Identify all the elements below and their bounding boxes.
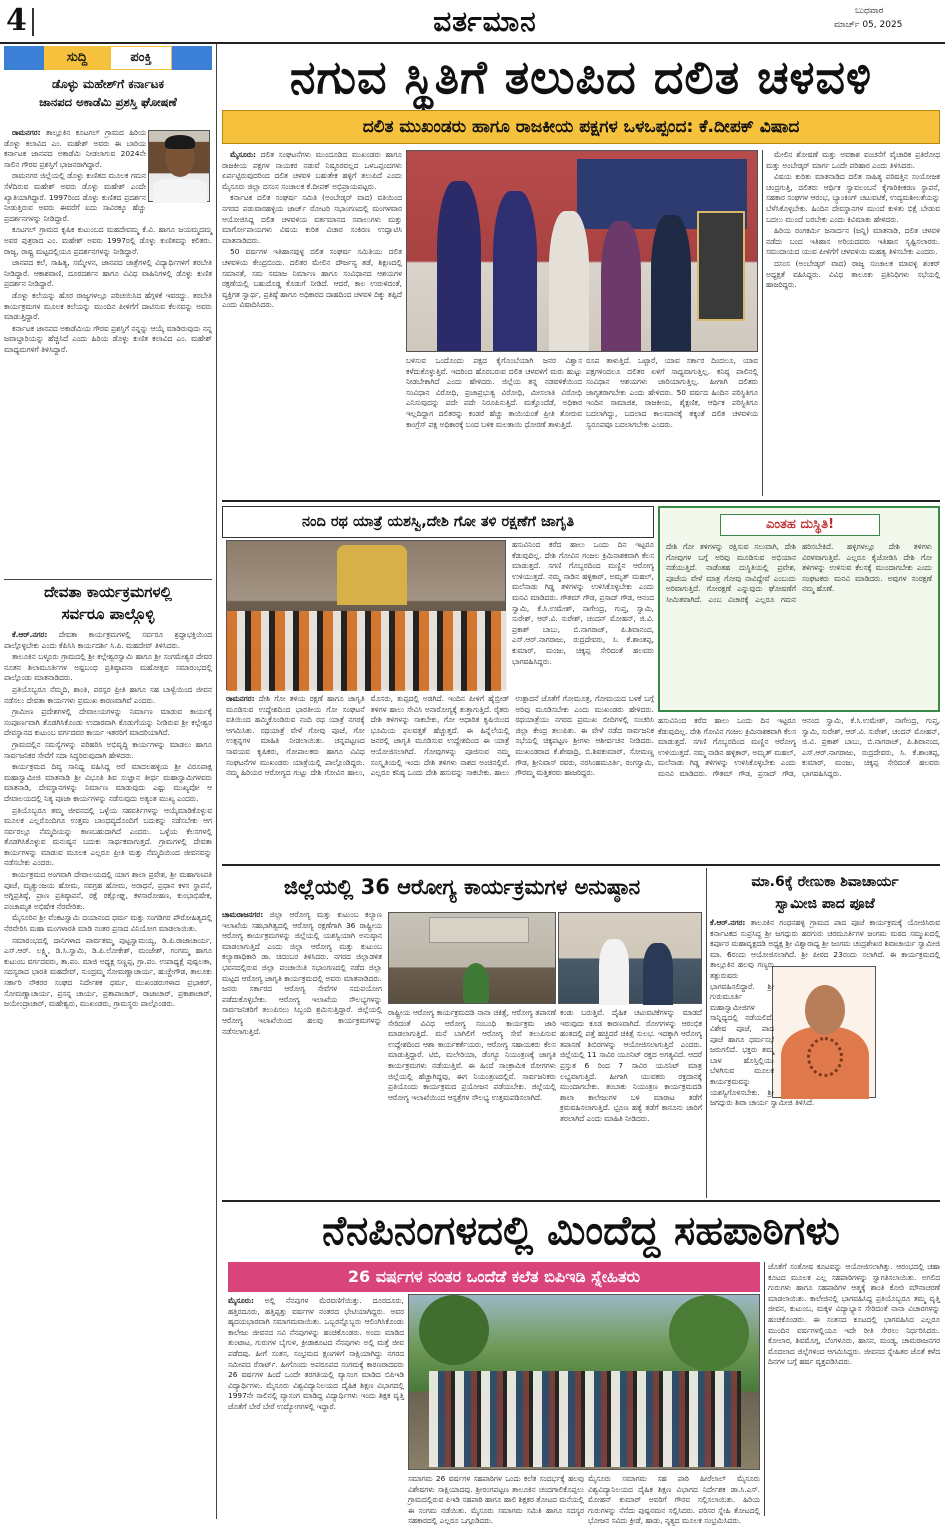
health-bottom-rule [222,1200,940,1202]
nandi-top-right [512,540,654,690]
nandi-body [226,694,654,860]
story2-para: ದೇವತಾ ಕಾರ್ಯಕ್ರಮಗಳಲ್ಲಿ ಸರ್ವರೂ ಶ್ರದ್ಧಾಭಕ್ತಿಯಿಂದ ಪಾಲ್ಗೊಳ್ಳಬೇಕು ಎಂದು ಕೆಪಿಸಿಸಿ ಕಾರ್ಯದರ್ಶಿ ಸಿ.ಪಿ. ಮಹದೇವ್ ತಿಳಿಸಿದರು. [4,630,212,650]
story1-para: ರಾಮನಗರ ಜಿಲ್ಲೆಯಲ್ಲಿ ಡೊಳ್ಳು ಕುಣಿತದ ಮೂಲಕ ಗಮನ ಸೆಳೆದಿರುವ ಮಹೇಶ್ ಅವರು ಡೊಳ್ಳು ಮಹೇಶ್ ಎಂದೇ ಖ್ಯಾತಿಯಾಗಿದ್ದಾರೆ. 1997ರಿಂದ ಡೊಳ್ಳು ಕುಣಿತದ ಪ್ರದರ್ಶನ ನೀಡುತ್ತಿರುವ ಅವರು ಈವರೆಗೆ ಐದು ಸಾವಿರಕ್ಕೂ ಹೆಚ್ಚು ಪ್ರದರ್ಶನಗಳನ್ನು ನೀಡಿದ್ದಾರೆ. [4,171,146,223]
lead-para: 50 ವರ್ಷಗಳ ಇತಿಹಾಸವುಳ್ಳ ದಲಿತ ಸಂಘರ್ಷ ಸಮಿತಿಯು ದಲಿತ ಚಳವಳಿಯ ಕೇಂದ್ರಬಿಂದು. ದಲಿತರ ಮೇಲಿನ ದೌರ್ಜನ್ಯ ತಡೆ, ಶಿಕ್ಷಣದಲ್ಲಿ ಸಮಾನತೆ, ಸಮ ಸಮಾಜ ನಿರ್ಮಾಣ ಹಾಗೂ ಸಂವಿಧಾನದ ಆಶಯಗಳ ರಕ್ಷಣೆಯಲ್ಲಿ ಬಹುದೊಡ್ಡ ಕೊಡುಗೆ ನೀಡಿದೆ. ಆದರೆ, ಕಾಲ ಉರುಳಿದಂತೆ, ವ್ಯಕ್ತಿಗತ ಸ್ವಾರ್ಥ, ಪ್ರತಿಷ್ಠೆ ಹಾಗೂ ಅಧಿಕಾರದ ದಾಹದಿಂದ ಚಳವಳಿ ದಿಕ್ಕು ತಪ್ಪಿದೆ ಎಂದು ವಿಷಾದಿಸಿದರು. [222,247,402,310]
story1-body [4,128,212,578]
classmates-subheadline: 26 ವರ್ಷಗಳ ನಂತರ ಒಂದೆಡೆ ಕಲೆತ ಬಿಪಿಇಡಿ ಸ್ನೇಹಿತರು [228,1262,760,1292]
story2-para: ಮೈಸೂರಿನ ಶ್ರೀ ವೆಂಕಟಸ್ವಾಮಿ ದಯಾನಂದ ಧರ್ಮ ಮತ್ತು ಸಂಗಡಿಗರ ಪೌರೋಹಿತ್ಯದಲ್ಲಿ ನೆರವೇರಿಸಿ ಮಹಾ ಮಂಗಳಾರತಿ ಮಾಡಿ ನಂತರ ಪ್ರಸಾದ ವಿನಿಯೋಗ ಮಾಡಲಾಯಿತು. [4,913,212,934]
renuka-text: ತಾಲೂಕಿನ ಗಂಧನಹಳ್ಳಿ ಗ್ರಾಮದ ಪಾದ ಪೂಜೆ ಕಾರ್ಯಕ್ರಮಕ್ಕೆ ಯೋಜಿಸಿರುವ ಕರ್ನಾಟಕದ ಸುಪ್ರಸಿದ್ಧ ಶ್ರೀ ಜಗದ್ಗುರು ಹರಗುರು ಚರಮೂರ್ತಿಗಳ ಜಂಗಮ ಮಠದ ಸಮ್ಮುಖದಲ್ಲಿ ಕರ್ಪೂರ ಮಹಾವೃಕ್ಷದಡಿ ಅಧ್ಯಕ್ಷ ಶ್ರೀ ವಿಶ್ವಾರಾಧ್ಯ ಶ್ರೀ ಜಂಗಮ ಚಂದ್ರಶೇಖರ ಶಿವಾಚಾರ್ಯ ಸ್ವಾಮೀಜಿ ಮಾ. 6ರಂದು ಆಯೋಜಿಸಲಾಗಿದೆ. ಶ್ರೀ ಪೀಠದ 23ರಂದು ಸಲಾಗಿದೆ. ಈ ಕಾರ್ಯಕ್ರಮದಲ್ಲಿ ತಾಲ್ಲೂಕಿನ ಹಲವು ಗಣ್ಯರು ತತ್ಪುರುಷರು ಭಾಗವಹಿಸಲಿದ್ದಾರೆ. ಶ್ರೀ ಗುರುಮೂರ್ತಿ ಮಹಾಸ್ವಾಮೀಜಿಗಳ ಸಾನ್ನಿಧ್ಯದಲ್ಲಿ ನಡೆಯಲಿದೆ. ವಿಶೇಷ ಪೂಜೆ, ಪಾದ ಪೂಜೆ ಹಾಗೂ ಧರ್ಮಸಭೆ ಜರುಗಲಿದೆ. ಭಕ್ತರು ತಮ್ಮ ಬಾಳ ಹೊಸ್ತಿಲ್ಲಿಯು ಬೆಳಗಿಸುವ ಮೂಲಕ ಕಾರ್ಯಕ್ರಮವನ್ನು ಯಶಸ್ವಿಗೊಳಿಸಬೇಕು. ಶ್ರೀ ಜಗದ್ಗುರು ಶಿವಾ ಚಾರ್ಯ ಸ್ವಾಮೀಜಿ ತಿಳಿಸಿದೆ. [710,918,940,1108]
lead-dateline: ಮೈಸೂರು: [230,150,256,159]
lead-photo-person [601,221,641,351]
classmates-headline: ನೆನಪಿನಂಗಳದಲ್ಲಿ ಮಿಂದೆದ್ದ ಸಹಪಾಠಿಗಳು [322,1208,840,1254]
health-text: ಜಿಲ್ಲಾ ಆರೋಗ್ಯ ಮತ್ತು ಕುಟುಂಬ ಕಲ್ಯಾಣ ಇಲಾಖೆಯ ಸಹಭಾಗಿತ್ವದಲ್ಲಿ ಆರೋಗ್ಯ ರಕ್ಷಣೆಗಾಗಿ 36 ರಾಷ್ಟ್ರೀಯ ಆರೋಗ್ಯ ಕಾರ್ಯಕ್ರಮಗಳನ್ನು ಜಿಲ್ಲೆಯಲ್ಲಿ ಯಶಸ್ವಿಯಾಗಿ ಅನುಷ್ಠಾನ ಮಾಡಲಾಗುತ್ತಿದೆ ಎಂದು ಜಿಲ್ಲಾ ಆರೋಗ್ಯ ಮತ್ತು ಕುಟುಂಬ ಕಲ್ಯಾಣಾಧಿಕಾರಿ ಡಾ. ಚಿದಂಬರ ತಿಳಿಸಿದರು. ನಗರದ ಜಿಲ್ಲಾಡಳಿತ ಭವನದಲ್ಲಿರುವ ಜಿಲ್ಲಾ ಪಂಚಾಯಿತಿ ಸಭಾಂಗಣದಲ್ಲಿ ನಡೆದ ಜಿಲ್ಲಾ ಮಟ್ಟದ ಆರೋಗ್ಯ ಜಾಗೃತಿ ಕಾರ್ಯಕ್ರಮದಲ್ಲಿ ಅವರು ಮಾತನಾಡಿದರು. ಜನರು ಸರ್ಕಾರದ ಆರೋಗ್ಯ ಸೇವೆಗಳ ಸದುಪಯೋಗ ಪಡೆದುಕೊಳ್ಳಬೇಕು. ಆರೋಗ್ಯ ಇಲಾಖೆಯ ಸೌಲಭ್ಯಗಳನ್ನು ಸಾರ್ವಜನಿಕರಿಗೆ ತಲುಪಿಸಲು ಸಿಬ್ಬಂದಿ ಶ್ರಮಿಸುತ್ತಿದ್ದಾರೆ. ಜಿಲ್ಲೆಯಲ್ಲಿ ಆರೋಗ್ಯ ಇಲಾಖೆಯಿಂದ ಹಲವು ಕಾರ್ಯಕ್ರಮಗಳನ್ನು ನಡೆಸಲಾಗುತ್ತಿದೆ. [222,910,382,1036]
lead-para: ಕರ್ನಾಟಕ ದಲಿತ ಸಂಘರ್ಷ ಸಮಿತಿ (ಅಂಬೇಡ್ಕರ್ ವಾದ) ವತಿಯಿಂದ ನಗರದ ಪಡುವಾರಹಳ್ಳಿಯ ಜಾರ್ಜ್ ರೋಟರಿ ಸಭಾಂಗಣದಲ್ಲಿ ಮಂಗಳವಾರ ಆಯೋಜಿಸಿದ್ದ ದಲಿತ ಚಳವಳಿಯ ವರ್ತಮಾನದ ಸವಾಲುಗಳು ಮತ್ತು ಮಾರ್ಗೋಪಾಯಗಳು ವಿಷಯ ಕುರಿತ ವಿಚಾರ ಸಂಕಿರಣ ಉದ್ಘಾಟಿಸಿ ಮಾತನಾಡಿದರು. [222,193,402,245]
lead-para: ದಸಂಸ (ಅಂಬೇಡ್ಕರ್ ವಾದ) ರಾಜ್ಯ ಸಂಚಾಲಕ ಮಾವಳ್ಳಿ ಶಂಕರ್ ಅಧ್ಯಕ್ಷತೆ ವಹಿಸಿದ್ದರು. ವಿವಿಧ ತಾಲೂಕು ಪ್ರತಿನಿಧಿಗಳು ಸಭೆಯಲ್ಲಿ ಹಾಜರಿದ್ದರು. [766,258,940,290]
lead-photo-person [437,181,481,351]
health-col1 [222,910,382,1196]
lead-para: ದಲಿತ ಸಂಘಟನೆಗಳು ಮುಂದೂಡಿದ ಮುಖಂಡರು ಹಾಗೂ ರಾಜಕೀಯ ಪಕ್ಷಗಳ ನಾಯಕರ ನಡುವೆ ನಿಷ್ಠೂರವಲ್ಲದ ಒಳಒಪ್ಪಂದಗಳು ಏರ್ಪಟ್ಟಿರುವುದರಿಂದ ದಲಿತ ಚಳವಳಿ ಬಹುತೇಕ ಹಳ್ಳಿಗೆ ತಲುಪಿದೆ ಎಂದು ಮೈಸೂರು ಜಿಲ್ಲಾ ದಸಂಸ ಸಂಚಾಲಕ ಕೆ.ದೀಪಕ್ ಅಭಿಪ್ರಾಯಪಟ್ಟರು. [222,150,402,191]
classmates-dateline: ಮೈಸೂರು: [228,1296,254,1305]
classmates-photo-group [429,1371,741,1467]
lead-para: ವಿಷಯ ಕುರಿತು ಮಾತನಾಡಿದ ದಲಿತ ಸಾಹಿತ್ಯ ಪರಿಷತ್ತಿನ ಸಂಯೋಜಕ ಚಂದ್ರಗುತ್ತಿ, ದಲಿತರು ಆರ್ಥಿಕ ಸ್ವಾವಲಂಬನೆ ಕೈಗಾರಿಕೀಕರಣ ಸ್ಥಾಪನೆ, ಸಹಕಾರ ಸಂಘಗಳ ಆರಂಭ, ಬ್ಯಾಂಕಿಂಗ್ ಚಟುವಟಿಕೆ, ಉದ್ಯಮಶೀಲತೆಯನ್ನು ಬೆಳೆಸಿಕೊಳ್ಳಬೇಕು. ಹಿಂದಿನ ದೇವಸ್ಥಾನಗಳ ಮುಂದೆ ಕುಳಿತು ಭಿಕ್ಷೆ ಬೇಡುವ ಬದಲು ಮುಂದೆ ಬರಬೇಕು ಎಂದು ಕಿವಿಮಾತು ಹೇಳಿದರು. [766,172,940,224]
story1-para: ಕೂಟಗಲ್ ಗ್ರಾಮದ ಕೃಷಿಕ ಕುಟುಂಬದ ಮಹದೇವಮ್ಮ ಕೆ.ವಿ. ಹಾಗೂ ಜಯಮ್ಮದಮ್ಮ ಅವರ ಪುತ್ರರಾದ ಎಂ. ಮಹೇಶ್ ಅವರು 1997ರಲ್ಲಿ ಡೊಳ್ಳು ಕುಣಿತವನ್ನು ಕಲಿತರು. ರಾಜ್ಯ, ರಾಷ್ಟ್ರ ಮಟ್ಟದಲ್ಲಿಯೂ ಪ್ರದರ್ಶನಗಳನ್ನು ನೀಡಿದ್ದಾರೆ. [4,225,212,256]
nandi-text: ದೇಶಿ ಗೋ ತಳಿಯ ರಕ್ಷಣೆ ಹಾಗೂ ಜಾಗೃತಿ ಮೂಡಿಸುವ ಉದ್ದೇಶದಿಂದ ಭಾರತೀಯ ಗೋ ಸಂಘಟನೆ ವತಿಯಿಂದ ಹಮ್ಮಿಕೊಂಡಿರುವ ನಂದಿ ರಥ ಯಾತ್ರೆ ನಗರಕ್ಕೆ ಆಗಮಿಸಿತು. ರಥಯಾತ್ರೆ ವೇಳೆ ಗೋವು ಪೂಜೆ, ಗೋ ಉತ್ಪನ್ನಗಳ ಮಾಹಿತಿ ನೀಡಲಾಯಿತು. ಚನ್ನಪಟ್ಟಣದ ಸಾವಯವ ಕೃಷಿಕರು, ಗೋಪಾಲಕರು ಹಾಗೂ ವಿವಿಧ ಸಂಘಟನೆಗಳ ಮುಖಂಡರು ಯಾತ್ರೆಯಲ್ಲಿ ಪಾಲ್ಗೊಂಡಿದ್ದರು. ನಮ್ಮ ಹಿರಿಯರ ಆರೋಗ್ಯದ ಗುಟ್ಟು ದೇಶಿ ಗೋವಿನ ಹಾಲು, ಮೊಸರು, ತುಪ್ಪದಲ್ಲಿ ಅಡಗಿದೆ. ಇಂದಿನ ಪೀಳಿಗೆ ಹೈಬ್ರೀಡ್ ತಳಿಗಳ ಹಾಲು ಸೇವಿಸಿ ಅನಾರೋಗ್ಯಕ್ಕೆ ತುತ್ತಾಗುತ್ತಿದೆ. ರೈತರು ದೇಶಿ ತಳಿಗಳನ್ನು ಸಾಕಬೇಕು, ಗೋ ಆಧಾರಿತ ಕೃಷಿಯಿಂದ ಭೂಮಿಯ ಫಲವತ್ತತೆ ಹೆಚ್ಚುತ್ತದೆ. ಈ ಹಿನ್ನೆಲೆಯಲ್ಲಿ ಜನರಲ್ಲಿ ಜಾಗೃತಿ ಮೂಡಿಸುವ ಉದ್ದೇಶದಿಂದ ಈ ಯಾತ್ರೆ ಆಯೋಜಿಸಲಾಗಿದೆ. ಗೋವುಗಳನ್ನು ಪೂಜಿಸುವ ನಮ್ಮ ಸಂಸ್ಕೃತಿಯಲ್ಲಿ ಇಂದು ದೇಶಿ ತಳಿಗಳು ನಾಶದ ಅಂಚಿನಲ್ಲಿವೆ. ಎಲ್ಲರೂ ಕನಿಷ್ಠ ಒಂದು ದೇಶಿ ಹಸುವನ್ನು ಸಾಕಬೇಕು. ಹಾಲು ಉತ್ಪಾದನೆ ಜೊತೆಗೆ ಗೋಮೂತ್ರ, ಗೋಮಯದ ಬಳಕೆ ಬಗ್ಗೆ ಅರಿವು ಮೂಡಿಸಬೇಕು ಎಂದು ಮುಖಂಡರು ಹೇಳಿದರು. ರಥಯಾತ್ರೆಯು ನಗರದ ಪ್ರಮುಖ ಬೀದಿಗಳಲ್ಲಿ ಸಂಚರಿಸಿ ಜಿಲ್ಲಾ ಕೇಂದ್ರ ತಲುಪಿತು. ಈ ವೇಳೆ ನಡೆದ ಸಾರ್ವಜನಿಕ ಸಭೆಯಲ್ಲಿ ಚಿಕ್ಕಪಟ್ಟಣ ಶ್ರೀಗಳು ಆಶೀರ್ವಚನ ನೀಡಿದರು. ಮುಖಂಡರಾದ ಕೆ.ಶೇಷಾದ್ರಿ, ಬಿ.ಶಿವಕುಮಾರ್, ಸೋಮಣ್ಣ ಗೌಡ, ಶ್ರೀನಿವಾಸ್ ರವರು, ನರಸಿಂಹಮೂರ್ತಿ, ರಂಗಸ್ವಾಮಿ, ಗೌರಮ್ಮ ಮತ್ತಿತರರು ಹಾಜರಿದ್ದರು. [226,694,654,778]
story2-headline-line1: ದೇವತಾ ಕಾರ್ಯಕ್ರಮಗಳಲ್ಲಿ [44,583,172,601]
issue-date: ಮಾರ್ಚ್ 05, 2025 [834,20,903,30]
lead-col2: ಬಳಿಸುವ ಒಂದೊಂದು ಪಕ್ಷದ ಕೈಗೊಂಬೆಯಾಗಿ ಜನರ ವಿಶ್ವಾಸ ಕಳೆದುಕೊಳ್ಳುತ್ತಿವೆ. ಇದರಿಂದ ಹೊರಬರುವ ದಲಿತ ಚಳವಳಿಗೆ ಮರು ಹುಟ್ಟು ನೀಡಬೇಕಾಗಿದೆ ಎಂದು ಹೇಳಿದರು. ಜಿಲ್ಲೆಯ ತನ್ನ ನಡವಳಿಕೆಯಿಂದ ಸಂವಿಧಾನ ವಿರೋಧಿ, ಪ್ರಜಾಪ್ರಭುತ್ವ ವಿರೋಧಿ, ಮೀಸಲಾತಿ ವಿರೋಧಿ ಎನಿಸುವುದನ್ನು ಪದೇ ಪದೇ ನಿರೂಪಿಸುತ್ತಿದೆ. ಮತ್ತೊಂದೆಡೆ, ಅಧಿಕಾರ ಇಲ್ಲದಿದ್ದಾಗ ದಲಿತರನ್ನು ಕಂಡರೆ ಹೆಚ್ಚು ತಾಯಿಯಂತೆ ಪ್ರೀತಿ ತೋರುವ ಕಾಂಗ್ರೆಸ್ ಪಕ್ಷ ಅಧಿಕಾರಕ್ಕೆ ಬಂದ ಬಳಿಕ ಮಲತಾಯಿ ಧೋರಣೆ ತಾಳುತ್ತಿದೆ. [406,356,582,429]
nandi-bottom-rule [222,864,940,866]
health-photo-2-person [643,943,673,1005]
classmates-photo-tree [419,1295,489,1365]
story2-para: ಸಮಾರಂಭದಲ್ಲಿ ದಾನಿಗಳಾದ ಪಾರ್ವತಮ್ಮ ಪುಟ್ಟಸ್ವಾಮಯ್ಯ, ಡಿ.ಪಿ.ರಾಜಾಚಾರ್ಯ, ಎಸ್.ಆರ್. ಲಕ್ಷ್ಮಿ, ಡಿ.ಸಿ.ಸ್ವಾಮಿ, ಡಿ.ಪಿ.ಲೋಕೇಶ್, ಮಂಜೇಶ್, ಗಂಗಮ್ಮ ಹಾಗೂ ಕುಟುಂಬ ವರ್ಗದವರು, ತಾ.ಪಂ. ಮಾಜಿ ಅಧ್ಯಕ್ಷ ಸಣ್ಣಪ್ಪ, ಗ್ರಾ.ಪಂ. ಉಪಾಧ್ಯಕ್ಷೆ ಪುಷ್ಪಲತಾ, ಸದಸ್ಯರಾದ ಭಾರತಿ ಮಹದೇವ್, ಸುಂದ್ರಮ್ಮ ಸೋಮಣ್ಣಾಚಾರ್ಯ, ಹುಚ್ಚೇಗೌಡ, ತಾಲೂಕು ಸರ್ಕಾರಿ ನೌಕರರ ಸಂಘದ ನಿರ್ದೇಶಕ ಧರ್ಮ, ಮುಖಂಡರುಗಳಾದ ಪ್ರಭಾಕರ್, ಸೋಮಣ್ಣಾಚಾರ್ಯ, ಪ್ರಸನ್ನ ಚಾರ್ಯ, ಪ್ರತಾಪಾಚಾರ್, ರಾಜಾಚಾರ್, ಪ್ರಕಾಶಾಚಾರ್, ಜಯೇಂದ್ರಾಚಾರ್, ಮಹೇಶ್ವರು, ಮುಖಂಡರು, ಗ್ರಾಮಸ್ಥರು ಪಾಲ್ಗೊಂಡರು. [4,935,212,1009]
classmates-photo [408,1294,760,1470]
renuka-headline-line2: ಸ್ವಾಮೀಜಿ ಪಾದ ಪೂಜೆ [775,896,875,912]
renuka-body [710,918,940,1198]
story1-headline-line2: ಜಾನಪದ ಅಕಾಡೆಮಿ ಪ್ರಶಸ್ತಿ ಘೋಷಣೆ [39,95,177,109]
lead-photo-person [651,215,691,351]
health-photo-2 [558,912,702,1004]
nandi-photo-chariot [337,545,407,605]
nandi-photo [226,540,506,690]
classmates-col2: ಸಮಾಗಮ 26 ವರ್ಷಗಳ ಸಹಪಾಠಿಗಳ ಒಂದು ಕಲೆತ ಸಂದರ್ಭಕ್ಕೆ ಹಲವು ವಿಶೇಷಗಳು ಸಾಕ್ಷಿಯಾದವು. ಶ್ರೀರಂಗಪಟ್ಟಣ ತಾಲೂಕಿನ ಚಂದಗಾಲಿಕೊಪ್ಪಲು ಗ್ರಾಮದಲ್ಲಿರುವ ಪಿಇಡಿ ಸಹಪಾಠಿ ಹಾಗೂ ಹಾಲಿ ಶಿಕ್ಷಕರ ತೋಟದ ಮನೆಯಲ್ಲಿ ಈ ಸಂಗಮ ನಡೆಯಿತು. ಮೈಸೂರು ಸಮಾಗಮ ಸಮಿತಿ ಹಾಗೂ ಸದಸ್ಯರ ಸಹಕಾರದಲ್ಲಿ ಎಲ್ಲರೂ ಒಗ್ಗೂಡಿದರು. [408,1474,584,1526]
health-photo-banner [429,917,529,943]
story2-para: ಪ್ರತಿಯೊಬ್ಬರೂ ತಮ್ಮ ಜೀವನದಲ್ಲಿ ಒಳ್ಳೆಯ ಸಹವರ್ತಿಗಳನ್ನು ಆಯ್ಕೆಮಾಡಿಕೊಳ್ಳುವ ಮೂಲಕ ಎಲ್ಲರೊಂದಿಗೂ ಉತ್ತಮ ಬಾಂಧವ್ಯದೊಂದಿಗೆ ಬದುಕನ್ನು ನಡೆಸಬೇಕು ಆಗ ಸರ್ವರಲ್ಲೂ ನೆಮ್ಮದಿಯನ್ನು ಕಾಣಬಹುದಾಗಿದೆ ಎಂದರು. ಒಳ್ಳೆಯ ಕೆಲಸಗಳಲ್ಲಿ ತೊಡಗಿಸಿಕೊಳ್ಳುವ ಮನುಷ್ಯನ ಬದುಕು ಸಾರ್ಥಕವಾಗುತ್ತದೆ. ಗ್ರಾಮಗಳಲ್ಲಿ ದೇವತಾ ಕಾರ್ಯಗಳನ್ನು ಮಾಡುವ ಮೂಲಕ ಎಲ್ಲರೂ ಪ್ರೀತಿ ಮತ್ತು ನೆಮ್ಮದಿಯಿಂದ ಜೀವನವನ್ನು ನಡೆಸಬೇಕು ಎಂದರು. [4,805,212,868]
renuka-dateline: ಕೆ.ಆರ್.ನಗರ: [710,918,746,927]
health-rule [706,868,707,1198]
nandi-photo-crowd [227,611,507,691]
lead-col4 [766,150,940,496]
renuka-headline-line1: ಮಾ.6ಕ್ಕೆ ರೇಣುಕಾ ಶಿವಾಚಾರ್ಯ [751,874,899,890]
story2-para: ತಾಲೂಕಿನ ಬಳ್ಳೂರು ಗ್ರಾಮದಲ್ಲಿ ಶ್ರೀ ಕಲ್ಲೇಶ್ವರಸ್ವಾಮಿ ಹಾಗೂ ಶ್ರೀ ಸಂಗಮೇಶ್ವರ ದೇವರ ನೂತನ ಶಿಲಾಮೂರ್ತಿಗಳ ಅಷ್ಟಬಂಧ ಪ್ರತಿಷ್ಠಾಪನಾ ಮಹೋತ್ಸವ ಸಮಾರಂಭದಲ್ಲಿ ಪಾಲ್ಗೊಂಡು ಮಾತನಾಡಿದರು. [4,652,212,683]
story2-para: ಕಾರ್ಯಕ್ರಮದ ಅಂಗವಾಗಿ ದೇವಾಲಯದಲ್ಲಿ ಯಾಗ ಶಾಲಾ ಪ್ರವೇಶ, ಶ್ರೀ ಮಹಾಗಣಪತಿ ಪೂಜೆ, ಮೃತ್ಯುಂಜಯ ಹೋಮ, ನವಗ್ರಹ ಹೋಮ, ಅರಾಧನೆ, ಪ್ರಧಾನ ಕಳಸ ಸ್ಥಾಪನೆ, ಅಗ್ನಿಪ್ರತಿಷ್ಠೆ, ಪ್ರಾಣ ಪ್ರತಿಷ್ಠಾಪನೆ, ರಕ್ಷೆ ರಕ್ಷೋಘ್ನ, ಕಳಸಾರೋಹಣ, ಕುಂಭಾಭಿಷೇಕ, ಪಂಚಾಮೃತ ಅಭಿಷೇಕ ನೆರವೇರಿತು. [4,870,212,911]
classmates-col4: ಜೊತೆಗೆ ಸಂತೋಷ ಕೂಟವನ್ನು ಆಯೋಜಿಸಲಾಗಿತ್ತು. ಆರಂಭದಲ್ಲಿ ಚಹಾ ಕೂಟದ ಮೂಲಕ ಎಲ್ಲ ಸಹಪಾಠಿಗಳನ್ನು ಸ್ವಾಗತಿಸಲಾಯಿತು. ಅಗಲಿದ ಗುರುಗಳು ಹಾಗೂ ಸಹಪಾಠಿಗಳ ಆತ್ಮಕ್ಕೆ ಶಾಂತಿ ಕೋರಿ ಮೌನಾಚರಣೆ ಮಾಡಲಾಯಿತು. ಕಾಲೇಜಿನಲ್ಲಿ ಭಾಗವಹಿಸಿದ್ದ ಪ್ರತಿಯೊಬ್ಬರೂ ತಮ್ಮ ವೃತ್ತಿ ಜೀವನ, ಕುಟುಂಬ, ಮಕ್ಕಳ ವಿದ್ಯಾಭ್ಯಾಸ ಸೇರಿದಂತೆ ನಾನಾ ವಿಚಾರಗಳನ್ನು ಹಂಚಿಕೊಂಡರು. ಈ ಸಂತಸದ ಕೂಟದಲ್ಲಿ ಭಾಗವಹಿಸಿದ ಎಲ್ಲರೂ ಮುಂದಿನ ವರ್ಷಗಳಲ್ಲಿಯೂ ಇದೇ ರೀತಿ ಸೇರಲು ನಿರ್ಧರಿಸಿದರು. ಕೋಲಾರ, ಶಿವಮೊಗ್ಗ, ಬೆಂಗಳೂರು, ಹಾಸನ, ಮಂಡ್ಯ, ಚಾಮರಾಜನಗರ ಮೊದಲಾದ ಜಿಲ್ಲೆಗಳಿಂದ ಆಗಮಿಸಿದ್ದರು. ಜೀವನದ ಸ್ನೇಹಿತರ ಜೊತೆ ಕಳೆದ ದಿನಗಳ ಬಗ್ಗೆ ಹರ್ಷ ವ್ಯಕ್ತಪಡಿಸಿದರು. [768,1262,940,1367]
sidebar-rule [216,44,217,1519]
lead-photo-person [549,211,589,351]
badge-right: ಪಂಕ್ತಿ [110,46,172,70]
lead-para: ಮೇಲಿನ ಶೋಷಣೆ ಮತ್ತು ಅವಕಾಶ ವಂಚನೆಗೆ ವೈಚಾರಿಕ ಪ್ರತಿರೋಧ ಮತ್ತು ಅಂಬೇಡ್ಕರ್ ಮಾರ್ಗ ಒಂದೇ ಪರಿಹಾರ ಎಂದು ತಿಳಿಸಿದರು. [766,150,940,170]
story2-para: ಪ್ರತಿಯೊಬ್ಬರೂ ನೆಮ್ಮದಿ, ಶಾಂತಿ, ಪರಸ್ಪರ ಪ್ರೀತಿ ಹಾಗೂ ಸಹ ಬಾಳ್ವೆಯಿಂದ ಜೀವನ ನಡೆಸಲು ದೇವತಾ ಕಾರ್ಯಗಳು ಪ್ರಮುಖ ಕಾರಣವಾಗಿವೆ ಎಂದರು. [4,684,212,705]
nandi-right-col [658,716,940,860]
nandi-headline: ನಂದಿ ರಥ ಯಾತ್ರೆ ಯಶಸ್ವಿ,ದೇಶಿ ಗೋ ತಳಿ ರಕ್ಷಣೆಗೆ ಜಾಗೃತಿ [301,514,575,530]
callout-body: ದೇಶಿ ಗೋ ತಳಿಗಳನ್ನು ರಕ್ಷಿಸುವ ಸಲುವಾಗಿ, ದೇಶಿ ಗೋವುಗಳ ಬಗ್ಗೆ ಅರಿವು ಮೂಡಿಸುವ ಅಭಿಯಾನ ನಡೆಯುತ್ತಿದೆ. ನಾಡೆಂತಹ ದುಸ್ಥಿತಿಯಲ್ಲಿ ಪ್ರವೇಶ, ಪೂಜೆಯ ವೇಳೆ ಮಾತ್ರ ಗೋವು ನಾವಿದ್ದೇವೆ ಎಂಬುದು ಅರಿವಾಗುತ್ತಿದೆ. ಗೋರಕ್ಷಣೆ ಎನ್ನುವುದು ಘೋಷಣೆಗೆ ಸೀಮಿತವಾಗಿದೆ. ಎಂಬ ವಿಚಾರಕ್ಕೆ ಎಲ್ಲರೂ ಗಮನ ಹರಿಸಬೇಕಿದೆ. ಹಳ್ಳಿಗಳಲ್ಲೂ ದೇಶಿ ತಳಿಗಳು ವಿರಳವಾಗುತ್ತಿವೆ. ಎಲ್ಲರೂ ಕೈಜೋಡಿಸಿ ದೇಶಿ ಗೋ ತಳಿಗಳನ್ನು ಉಳಿಸುವ ಕೆಲಸಕ್ಕೆ ಮುಂದಾಗಬೇಕು ಎಂದು ಸಂಘಟಕರು ಮನವಿ ಮಾಡಿದರು. ಅವುಗಳ ಸಂರಕ್ಷಣೆ ನಮ್ಮ ಹೊಣೆ. [666,542,932,604]
classmates-photo-tree [669,1295,749,1371]
sidebar-divider [4,579,212,580]
nandi-text-3: ಹಸುವಿನಿಂದ ಕರೆದ ಹಾಲು ಒಂದು ದಿನ ಇಟ್ಟರೂ ಕೆಡುವುದಿಲ್ಲ. ದೇಶಿ ಗೋವಿನ ಗಂಜಲ ಕ್ರಿಮಿನಾಶಕವಾಗಿ ಕೆಲಸ ಮಾಡುತ್ತದೆ. ಸಗಣಿ ಗೊಬ್ಬರದಿಂದ ಮಣ್ಣಿನ ಆರೋಗ್ಯ ಉಳಿಯುತ್ತದೆ. ನಮ್ಮ ನಾಡಿನ ಹಳ್ಳಿಕಾರ್, ಅಮೃತ್ ಮಹಲ್, ಮಲೆನಾಡು ಗಿಡ್ಡ ತಳಿಗಳನ್ನು ಉಳಿಸಿಕೊಳ್ಳಬೇಕು ಎಂದು ಮನವಿ ಮಾಡಿದರು. ಗೌತಮ್ ಗೌಡ, ಪ್ರಸಾದ್ ಗೌಡ, ಆನಂದ ಸ್ವಾಮಿ, ಕೆ.ಸಿ.ಉಮೇಶ್, ನಾಗೇಂದ್ರ, ಗುಪ್ತ, ಸ್ವಾಮಿ, ಸುರೇಶ್, ಆರ್.ವಿ. ಸುರೇಶ್, ಚಂದನ್ ಮೋಹನ್, ಜಿ.ವಿ. ಪ್ರಕಾಶ್ ಬಾಬು, ಬಿ.ನಾಗರಾಜ್, ಪಿ.ಶಿವಾನಂದ, ಎಸ್.ಆರ್.ನಾಗರಾಜು, ರುದ್ರದೇವರು, ಸಿ. ಕೆ.ಶಾಂತಪ್ಪ, ಕುಮಾರ್, ಮಂಜು, ಚಿಕ್ಕಪ್ಪ ಸೇರಿದಂತೆ ಹಲವರು ಭಾಗವಹಿಸಿದ್ದರು. [658,716,940,778]
story2-para: ಗ್ರಾಮೀಣ ಪ್ರದೇಶಗಳಲ್ಲಿ ದೇವಾಲಯಗಳನ್ನು ನಿರ್ಮಾಣ ಮಾಡುವ ಕಾರ್ಯಕ್ಕೆ ಸಂಪೂರ್ಣವಾಗಿ ತೊಡಗಿಸಿಕೊಂಡು ಉದಾರವಾಗಿ ಕೊಡುಗೆಯನ್ನು ನೀಡಿರುವ ಶ್ರೀ ಕಲ್ಲೇಶ್ವರ ದೇವಸ್ಥಾನದ ಕುಟುಂಬ ವರ್ಗದವರ ಕಾರ್ಯ ಇತರರಿಗೆ ಮಾದರಿಯಾಗಿದೆ. [4,707,212,738]
lead-photo-portrait [697,211,745,321]
story2-body [4,630,212,1510]
health-dateline: ಚಾಮರಾಜನಗರ: [222,910,264,919]
classmates-col1 [228,1296,404,1514]
masthead-divider [32,8,34,36]
lead-subheadline: ದಲಿತ ಮುಖಂಡರು ಹಾಗೂ ರಾಜಕೀಯ ಪಕ್ಷಗಳ ಒಳಒಪ್ಪಂದ: ಕೆ.ದೀಪಕ್ ವಿಷಾದ [222,110,940,144]
health-photo-2-person [599,939,629,1005]
story1-para: ಜಾನಪದ ಕಲೆ, ಸಾಹಿತ್ಯ, ಸಮ್ಮೇಳನ, ಜಾನಪದ ಜಾತ್ರೆಗಳಲ್ಲಿ ವಿದ್ಯಾರ್ಥಿಗಳಿಗೆ ತರಬೇತಿ ನೀಡಿದ್ದಾರೆ. ಆಕಾಶವಾಣಿ, ದೂರದರ್ಶನ ಹಾಗೂ ವಿವಿಧ ವಾಹಿನಿಗಳಲ್ಲಿ ಡೊಳ್ಳು ಕುಣಿತ ಪ್ರದರ್ಶನ ನೀಡಿದ್ದಾರೆ. [4,258,212,289]
health-col3: ಕಂಡು ಬರುತ್ತಿವೆ. ದೈಹಿಕ ಚಟುವಟಿಕೆಗಳನ್ನು ಮಾಡದೆ ಇರುವುದು ಕೂಡ ಕಾರಣವಾಗಿದೆ. ರೋಗಗಳನ್ನು ಆರಂಭಿಕ ಹಂತದಲ್ಲಿ ಪತ್ತೆ ಹಚ್ಚಿದರೆ ಚಿಕಿತ್ಸೆ ಸುಲಭ. ಇದಕ್ಕಾಗಿ ಆರೋಗ್ಯ ತಪಾಸಣೆ ಶಿಬಿರಗಳನ್ನು ಆಯೋಜಿಸಲಾಗುತ್ತಿದೆ ಎಂದರು. ಜಿಲ್ಲೆಯಲ್ಲಿ 11 ಸಾವಿರ ಯೂನಿಟ್ ರಕ್ತದ ಅಗತ್ಯವಿದೆ. ಆದರೆ ಪ್ರಸ್ತುತ 6 ರಿಂದ 7 ಸಾವಿರ ಯೂನಿಟ್ ಮಾತ್ರ ಲಭ್ಯವಾಗುತ್ತಿದೆ. ಹೀಗಾಗಿ ಯುವಕರು ರಕ್ತದಾನಕ್ಕೆ ಮುಂದಾಗಬೇಕು. ತಂಬಾಕು ನಿಯಂತ್ರಣ ಕಾರ್ಯಕ್ರಮದಡಿ ಶಾಲಾ ಕಾಲೇಜುಗಳ ಬಳಿ ಮಾರಾಟ ತಡೆಗೆ ಕ್ರಮವಹಿಸಲಾಗುತ್ತಿದೆ. ಭ್ರೂಣ ಹತ್ಯೆ ತಡೆಗೆ ಕಾನೂನು ಜಾರಿಗೆ ತರಲಾಗಿದೆ ಎಂದು ಮಾಹಿತಿ ನೀಡಿದರು. [560,1008,702,1123]
lead-col-rule [762,150,763,496]
story1-dateline: ರಾಮನಗರ: [12,128,41,137]
story2-para: ಕಾರ್ಯಕ್ರಮದ ದಿವ್ಯ ಸಾನಿಧ್ಯ ವಹಿಸಿದ್ದ ಅರೆ ಮಾದಲಹಳ್ಳಿಯ ಶ್ರೀ ವಿರೂಪಾಕ್ಷ ಮಹಾಸ್ವಾಮೀಜಿ ಮಾತನಾಡಿ ಶ್ರೀ ವಿಭೂತಿ ಶಿವ ಸುಜ್ಞಾನ ತೀರ್ಥ ಮಹಾಸ್ವಾಮಿಗಳವರು ಮಾತನಾಡಿ, ದೇವಸ್ಥಾನಗಳನ್ನು ನಿರ್ಮಾಣ ಮಾಡುವುದು ಎಷ್ಟು ಮುಖ್ಯವೋ ಆ ದೇವಾಲಯದಲ್ಲಿ ನಿತ್ಯ ಪೂಜಾ ಕಾರ್ಯಗಳನ್ನು ನಡೆಸುವುದು ಅತ್ಯಂತ ಮುಖ್ಯ ಎಂದರು. [4,762,212,803]
issue-day: ಬುಧವಾರ [855,6,884,16]
paper-name: ವರ್ತಮಾನ [433,5,537,38]
story2-headline-line2: ಸರ್ವರೂ ಪಾಲ್ಗೊಳ್ಳಿ [61,605,155,623]
lead-photo [406,150,758,352]
story1-para: ಡೊಳ್ಳು ಕಲೆಯನ್ನು ಹೊರ ರಾಜ್ಯಗಳಲ್ಲೂ ಪರಿಚಯಿಸಿದ ಹೆಗ್ಗಳಿಕೆ ಇವರದ್ದು. ತರಬೇತಿ ಕಾರ್ಯಕ್ರಮಗಳ ಮೂಲಕ ಕಲೆಯನ್ನು ಮುಂದಿನ ಪೀಳಿಗೆಗೆ ದಾಟಿಸುವ ಕೆಲಸವನ್ನು ಅವರು ಮಾಡುತ್ತಿದ್ದಾರೆ. [4,290,212,322]
lead-col3: ರೂಪ ತಾಳುತ್ತಿದೆ. ಒಟ್ಟಾರೆ, ಯಾವ ಸರ್ಕಾರ ದಿಂದಲೂ, ಯಾವ ಪಕ್ಷಗಳಿಂದಲೂ ದಲಿತರ ಏಳಿಗೆ ಸಾಧ್ಯವಾಗುತ್ತಿಲ್ಲ. ಕನಿಷ್ಠ ಪಾಲಿನಲ್ಲಿ ಸಂವಿಧಾನ ಆಶಯಗಳು ಜಾರಿಯಾಗುತ್ತಿಲ್ಲ. ಹೀಗಾಗಿ ದಲಿತರು ಜಾಗೃತರಾಗಬೇಕು ಎಂದು ಹೇಳಿದರು. 50 ವರ್ಷದ ಹಿಂದಿನ ಪರಿಸ್ಥಿತಿಗೂ ಇಂದಿನ ಸಾಮಾಜಿಕ, ರಾಜಕೀಯ, ಶೈಕ್ಷಣಿಕ, ಆರ್ಥಿಕ ಪರಿಸ್ಥಿತಿಗೂ ಬದಲಾಗಿದ್ದು, ಬದಲಾದ ಕಾಲಮಾನಕ್ಕೆ ತಕ್ಕಂತೆ ದಲಿತ ಚಳವಳಿಯ ಸ್ವರೂಪವೂ ಬದಲಾಗಬೇಕು ಎಂದರು. [586,356,758,429]
lead-para: ಹಿರಿಯ ರಂಗಕರ್ಮಿ ಜನಾರ್ದನ (ಜನ್ನಿ) ಮಾತನಾಡಿ, ದಲಿತ ಚಳವಳಿ ನಡೆದು ಬಂದ ಇತಿಹಾಸ ಅರಿಯದವರು ಇತಿಹಾಸ ಸೃಷ್ಟಿಸಲಾರರು. ಸಮುದಾಯದ ಯುವ ಪೀಳಿಗೆಗೆ ಚಳವಳಿಯ ಮಹತ್ವ ತಿಳಿಸಬೇಕು ಎಂದರು. [766,226,940,257]
lead-col1 [222,150,402,496]
story1-headline-line1: ಡೊಳ್ಳು ಮಹೇಶ್‌ಗೆ ಕರ್ನಾಟಕ [51,77,165,91]
health-photo [388,912,556,1004]
health-photo-plant [463,963,489,1003]
story2-para: ಗ್ರಾಮದಲ್ಲಿನ ಸಮಸ್ಯೆಗಳನ್ನು ಪರಿಹರಿಸಿ ಅಭಿವೃದ್ಧಿ ಕಾರ್ಯಗಳನ್ನು ಮಾಡಲು ಹಾಗೂ ಸಾರ್ವಜನಿಕರ ಸೇವೆಗೆ ಸದಾ ಸಿದ್ಧರಿರುವುದಾಗಿ ಹೇಳಿದರು. [4,739,212,760]
sidebar-column [4,44,212,1514]
nandi-text-2: ಹಸುವಿನಿಂದ ಕರೆದ ಹಾಲು ಒಂದು ದಿನ ಇಟ್ಟರೂ ಕೆಡುವುದಿಲ್ಲ. ದೇಶಿ ಗೋವಿನ ಗಂಜಲ ಕ್ರಿಮಿನಾಶಕವಾಗಿ ಕೆಲಸ ಮಾಡುತ್ತದೆ. ಸಗಣಿ ಗೊಬ್ಬರದಿಂದ ಮಣ್ಣಿನ ಆರೋಗ್ಯ ಉಳಿಯುತ್ತದೆ. ನಮ್ಮ ನಾಡಿನ ಹಳ್ಳಿಕಾರ್, ಅಮೃತ್ ಮಹಲ್, ಮಲೆನಾಡು ಗಿಡ್ಡ ತಳಿಗಳನ್ನು ಉಳಿಸಿಕೊಳ್ಳಬೇಕು ಎಂದು ಮನವಿ ಮಾಡಿದರು. ಗೌತಮ್ ಗೌಡ, ಪ್ರಸಾದ್ ಗೌಡ, ಆನಂದ ಸ್ವಾಮಿ, ಕೆ.ಸಿ.ಉಮೇಶ್, ನಾಗೇಂದ್ರ, ಗುಪ್ತ, ಸ್ವಾಮಿ, ಸುರೇಶ್, ಆರ್.ವಿ. ಸುರೇಶ್, ಚಂದನ್ ಮೋಹನ್, ಜಿ.ವಿ. ಪ್ರಕಾಶ್ ಬಾಬು, ಬಿ.ನಾಗರಾಜ್, ಪಿ.ಶಿವಾನಂದ, ಎಸ್.ಆರ್.ನಾಗರಾಜು, ರುದ್ರದೇವರು, ಸಿ. ಕೆ.ಶಾಂತಪ್ಪ, ಕುಮಾರ್, ಮಂಜು, ಚಿಕ್ಕಪ್ಪ ಸೇರಿದಂತೆ ಹಲವರು ಭಾಗವಹಿಸಿದ್ದರು. [512,540,654,666]
health-col2: ರಾಷ್ಟ್ರೀಯ ಆರೋಗ್ಯ ಕಾರ್ಯಕ್ರಮದಡಿ ನಾನಾ ಚಿಕಿತ್ಸೆ, ಆರೋಗ್ಯ ತಪಾಸಣೆ ಸೇರಿದಂತೆ ವಿವಿಧ ಆರೋಗ್ಯ ಸಂಬಂಧಿ ಕಾರ್ಯಕ್ರಮ ಜಾರಿ ಮಾಡಲಾಗುತ್ತಿದೆ. ಮನೆ ಬಾಗಿಲಿಗೆ ಆರೋಗ್ಯ ಸೇವೆ ತಲುಪಿಸುವ ಉದ್ದೇಶದಿಂದ ಆಶಾ ಕಾರ್ಯಕರ್ತೆಯರು, ಆರೋಗ್ಯ ಸಹಾಯಕರು ಕೆಲಸ ಮಾಡುತ್ತಿದ್ದಾರೆ. ಟಿಬಿ, ಮಲೇರಿಯಾ, ಡೆಂಗ್ಯೂ ನಿಯಂತ್ರಣಕ್ಕೆ ಜಾಗೃತಿ ಕಾರ್ಯಕ್ರಮಗಳು ನಡೆಯುತ್ತಿವೆ. ಈ ಹಿಂದೆ ಸಾಂಕ್ರಾಮಿಕ ರೋಗಗಳು ಜಿಲ್ಲೆಯಲ್ಲಿ ಹೆಚ್ಚಾಗಿದ್ದವು, ಈಗ ನಿಯಂತ್ರಣದಲ್ಲಿವೆ. ಸಾರ್ವಜನಿಕರು ಪ್ರತಿಯೊಂದು ಕಾರ್ಯಕ್ರಮದ ಪ್ರಯೋಜನ ಪಡೆಯಬೇಕು. ಜಿಲ್ಲೆಯಲ್ಲಿ ಆರೋಗ್ಯ ಇಲಾಖೆಯಿಂದ ಆಸ್ಪತ್ರೆಗಳ ಸೌಲಭ್ಯ ಉತ್ತಮಪಡಿಸಲಾಗಿದೆ. [388,1008,556,1102]
section-badge [4,46,212,70]
classmates-rule [764,1262,765,1516]
nandi-dateline: ರಾಮನಗರ: [226,694,255,703]
lead-bottom-rule [222,500,940,502]
masthead [0,0,945,44]
lead-headline: ನಗುವ ಸ್ಥಿತಿಗೆ ತಲುಪಿದ ದಲಿತ ಚಳವಳಿ [289,50,873,104]
health-headline: ಜಿಲ್ಲೆಯಲ್ಲಿ 36 ಆರೋಗ್ಯ ಕಾರ್ಯಕ್ರಮಗಳ ಅನುಷ್ಠಾನ [283,875,641,899]
callout-box [658,506,940,712]
story2-dateline: ಕೆ.ಆರ್.ನಗರ: [12,630,48,639]
classmates-text: ಅಲ್ಲಿ ನೆನಪುಗಳ ಮೆರವಣಿಗೆಯಿತ್ತು. ದೂರದೂರು, ಹತ್ತಿರದೂರು, ಹತ್ತಿಪ್ಪತ್ತು ವರ್ಷಗಳ ನಂತರದ ಭೇಟಿಯಾಗಿದ್ದರು. ಅವರ ಹೃದಯಭಾರವಾಗಿ ಸಮಾಗಮವಾಯಿತು. ಒಬ್ಬರನ್ನೊಬ್ಬರು ಆಲಿಂಗಿಸಿಕೊಂಡು ಕಾಲೇಜು ಜೀವನದ ಸವಿ ನೆನಪುಗಳನ್ನು ಹಂಚಿಕೊಂಡರು. ಅಂದು ಮಾಡಿದ ತುಂಟಾಟ, ಗುರುಗಳ ಬೈಗುಳ, ಕ್ರೀಡಾಕೂಟದ ನೆನಪುಗಳು ಅಲ್ಲಿ ಮತ್ತೆ ಜೀವ ಪಡೆದವು. ಹೀಗೆ ಸಂತಸ, ಸಂಭ್ರಮದ ಕ್ಷಣಗಳಿಗೆ ಸಾಕ್ಷಿಯಾಗಿದ್ದು ನಗರದ ಸಮೀಪದ ರೆಸಾರ್ಟ್. ಹೀಗೊಂದು ಅಪರೂಪದ ಸಂಗಮಕ್ಕೆ ಕಾರಣರಾದವರು 26 ವರ್ಷಗಳ ಹಿಂದೆ ಒಂದೇ ತರಗತಿಯಲ್ಲಿ ವ್ಯಾಸಂಗ ಮಾಡಿದ ಬಿಪಿಇಡಿ ವಿದ್ಯಾರ್ಥಿಗಳು. ಮೈಸೂರು ವಿಶ್ವವಿದ್ಯಾನಿಲಯದ ದೈಹಿಕ ಶಿಕ್ಷಣ ವಿಭಾಗದಲ್ಲಿ 1997ನೇ ಸಾಲಿನಲ್ಲಿ ವ್ಯಾಸಂಗ ಮಾಡಿದ್ದ ವಿದ್ಯಾರ್ಥಿಗಳು ಇಂದು ಶಿಕ್ಷಕ ವೃತ್ತಿ ಜೊತೆಗೆ ಬೇರೆ ಬೇರೆ ಉದ್ಯೋಗಗಳಲ್ಲಿ ಇದ್ದಾರೆ. [228,1296,404,1411]
badge-left: ಸುದ್ದಿ [44,46,110,70]
classmates-col3: ಮೈಸೂರು ಸಮಾಗಮ ಸಹ ಪಾಠಿ ಹೀರೆಲಾಲ್ ಮೈಸೂರು ವಿಶ್ವವಿದ್ಯಾನಿಲಯದ ದೈಹಿಕ ಶಿಕ್ಷಣ ವಿಭಾಗದ ನಿರ್ದೇಶಕ ಡಾ.ಸಿ.ಎಸ್. ಮೋಹನ್ ಕುಮಾರ್ ಅವರಿಗೆ ಗೌರವ ಸಲ್ಲಿಸಲಾಯಿತು. ಹಿರಿಯ ಗುರುಗಳನ್ನು ನೆನೆದು ಪುಷ್ಪನಮನ ಸಲ್ಲಿಸಿದರು. ಪರಿಸರ ಸ್ನೇಹಿ ತೋಟದಲ್ಲಿ ಭೋಜನ ಸವಿದು ಕ್ರೀಡೆ, ಹಾಡು, ನೃತ್ಯದ ಮೂಲಕ ಸಂಭ್ರಮಿಸಿದರು. [588,1474,760,1526]
badge-accent-blue [4,46,44,70]
story1-para: ಕರ್ನಾಟಕ ಜಾನಪದ ಅಕಾಡೆಮಿಯ ಗೌರವ ಪ್ರಶಸ್ತಿಗೆ ನನ್ನನ್ನು ಆಯ್ಕೆ ಮಾಡಿರುವುದು ನನ್ನ ಜವಾಬ್ದಾರಿಯನ್ನು ಹೆಚ್ಚಿಸಿದೆ ಎಂದು ಹಿರಿಯ ಡೊಳ್ಳು ಕುಣಿತ ಕಲಾವಿದ ಎಂ. ಮಹೇಶ್ ಮಾಧ್ಯಮಗಳಿಗೆ ತಿಳಿಸಿದ್ದಾರೆ. [4,323,212,354]
lead-photo-person [493,191,537,351]
story1-para: ತಾಲ್ಲೂಕಿನ ಕೂಟಗಲ್ ಗ್ರಾಮದ ಹಿರಿಯ ಡೊಳ್ಳು ಕಲಾವಿದ ಎಂ. ಮಹೇಶ್ ಅವರು ಈ ಬಾರಿಯ ಕರ್ನಾಟಕ ಜಾನಪದ ಅಕಾಡೆಮಿ ನೀಡಲಾಗುವ 2024ನೇ ಸಾಲಿನ ಗೌರವ ಪ್ರಶಸ್ತಿಗೆ ಭಾಜನರಾಗಿದ್ದಾರೆ. [4,128,146,169]
callout-title: ಎಂತಹ ದುಸ್ಥಿತಿ! [720,514,880,536]
badge-accent-blue-right [172,46,212,70]
page-number: 4 [6,3,27,38]
